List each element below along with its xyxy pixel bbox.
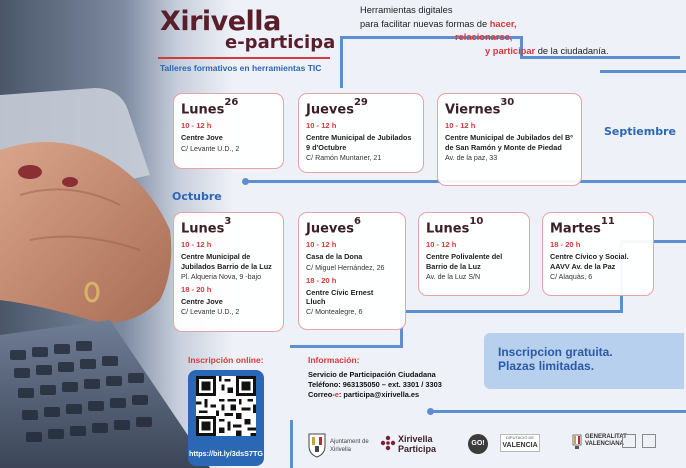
session-place: Centre Municipal de Jubilados del Bº de San Ramón y Monte de Piedad [445,133,573,152]
free-line2: Plazas limitadas. [498,359,595,373]
session-time: 18 - 20 h [550,240,581,250]
session-day: Jueves [306,102,354,118]
info-title: Información: [308,355,360,365]
session-address: C/ Ramón Muntaner, 21 [306,153,382,162]
tagline-line2: para facilitar nuevas formas de [360,18,490,29]
participa-star-icon [380,435,396,451]
session-address: Av. de la Luz S/N [426,272,481,281]
qr-code-icon[interactable] [196,376,256,436]
session-day: Jueves [306,221,354,237]
session-address-2: C/ Levante U.D., 2 [181,308,240,317]
session-time: 10 - 12 h [426,240,457,250]
title-divider [158,57,330,59]
session-date: 11 [600,216,615,227]
session-place: Centre Municipal de Jubilados 9 d'Octubre [306,133,412,152]
session-time-2: 18 - 20 h [306,275,337,285]
info-phone: Teléfono: 963135050 – ext. 3301 / 3303 [308,380,442,389]
session-card [437,93,582,186]
month-october: Octubre [172,190,222,203]
session-card [173,212,284,332]
session-address-2: C/ Montealegre, 6 [306,308,363,317]
session-address: Av. de la paz, 33 [445,153,498,162]
tagline-participar: participar [492,45,536,56]
logo-gva-line2: VALENCIANA [585,441,624,447]
tagline-hacer: hacer, [489,18,517,29]
tagline-end: de la ciudadanía. [535,45,609,56]
session-address: C/ Miguel Hernández, 26 [306,263,385,272]
logo-small-1-icon [622,434,636,448]
session-address: Pl. Alqueria Nova, 9 -bajo [181,272,262,281]
session-card [298,212,406,330]
session-place: Centre Cívico y Social. AAVV Av. de la Paz [550,252,629,271]
session-place: Centre Polivalente del Barrio de la Luz [426,252,503,271]
session-date: 30 [500,97,515,108]
tagline [360,4,680,58]
free-line1: Inscripcion gratuita. [498,345,613,359]
session-day: Lunes [181,102,225,118]
session-place: Centre Jove [181,133,223,143]
logo-xirivella-participa-text [398,434,436,454]
page-subtitle: Talleres formativos en herramientas TIC [160,63,322,73]
logo-ajuntament-text: Ajuntament de Xirivella [330,439,369,453]
logo-xirivella-participa [380,435,396,456]
inscription-title: Inscripción online: [188,355,264,365]
session-place-2: Centre Cívic Ernest Lluch [306,287,374,306]
inscription-url-link[interactable]: https://bit.ly/3dsS7TG [189,449,263,458]
logo-xp-line1: Xirivella [398,434,433,444]
logo-diputacio [500,434,540,452]
logo-diputacio-top: DIPUTACIÓ DE [505,435,535,440]
session-time: 10 - 12 h [306,240,337,250]
session-place-2: Centre Jove [181,296,223,306]
page-title-line2: e-participa [225,32,336,53]
logo-ajuntament [308,432,326,463]
info-mail-label: Correo- [308,390,335,399]
logo-generalitat-text [585,434,627,448]
session-time: 10 - 12 h [181,240,212,250]
coat-of-arms-icon [308,432,326,458]
logo-xp-line2: Participa [398,444,437,454]
session-card [298,93,424,173]
session-card [173,93,284,169]
logo-go: GO! [468,434,488,454]
session-day: Lunes [181,221,225,237]
session-time: 10 - 12 h [306,121,337,131]
session-date: 3 [224,216,232,227]
session-address: C/ Alaquàs, 6 [550,272,593,281]
session-date: 10 [469,216,484,227]
tagline-relacionarse: relacionarse, [455,32,513,42]
tagline-y: y [485,45,493,56]
session-place: Casa de la Dona [306,252,363,262]
session-date: 6 [353,216,361,227]
session-time: 10 - 12 h [181,121,212,131]
logo-diputacio-main: VALENCIA [502,442,538,449]
month-september: Septiembre [604,125,676,138]
session-card [542,212,654,296]
session-time: 10 - 12 h [445,121,476,131]
page-title: Xirivella [160,6,281,37]
info-block [308,355,442,400]
generalitat-emblem-icon [572,434,582,450]
free-registration-banner [484,333,684,389]
session-address: C/ Levante U.D., 2 [181,144,240,153]
info-mail-e: e [334,390,339,399]
session-day: Lunes [426,221,470,237]
logo-gva-line1: GENERALITAT [585,434,627,440]
session-date: 29 [353,97,368,108]
logo-generalitat [572,434,582,455]
session-card [418,212,530,296]
tagline-line1: Herramientas digitales [360,5,453,15]
session-time-2: 18 - 20 h [181,284,212,294]
session-day: Martes [550,221,601,237]
logo-small-2-icon [642,434,656,448]
info-mail[interactable]: : participa@xirivella.es [338,390,420,399]
session-date: 26 [224,97,239,108]
session-day: Viernes [445,102,501,118]
info-service: Servicio de Participación Ciudadana [308,370,436,379]
session-place: Centre Municipal de Jubilados Barrio de la Luz [181,252,272,271]
